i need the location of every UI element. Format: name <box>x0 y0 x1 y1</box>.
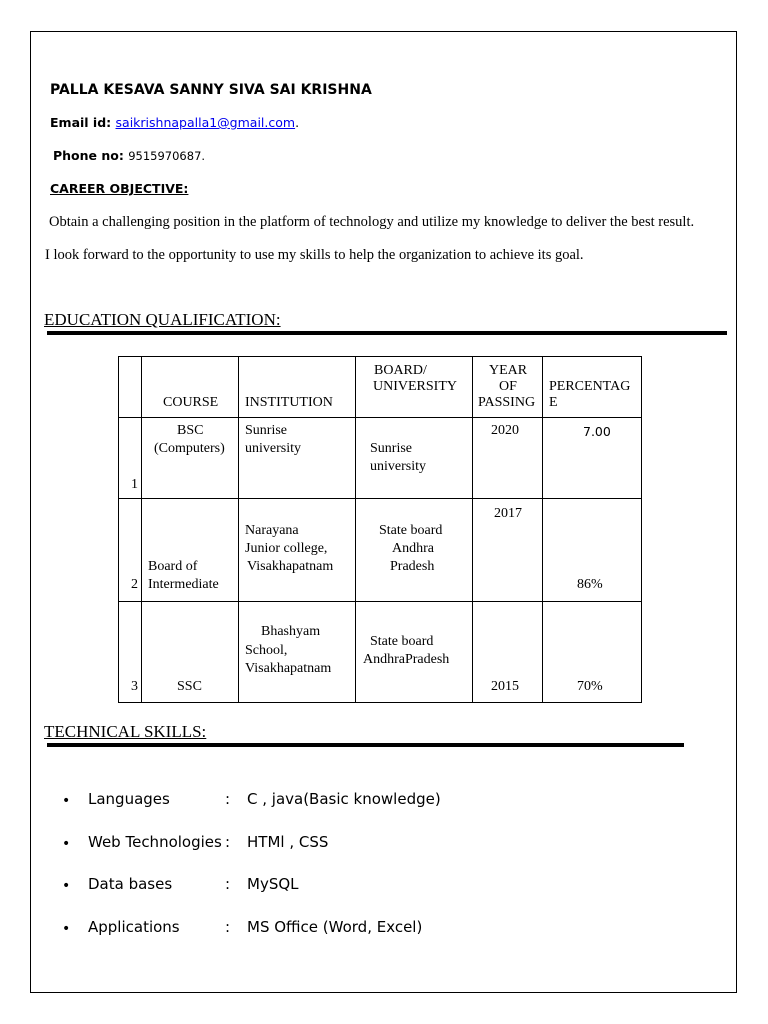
row-2-board-line-3: Pradesh <box>390 559 435 574</box>
row-2-percentage-cell <box>543 499 642 602</box>
bullet-icon: • <box>62 793 71 809</box>
row-3-institution-cell <box>239 602 356 703</box>
header-year-cell <box>473 357 543 418</box>
skill-colon: : <box>225 832 231 851</box>
skill-label: Data bases <box>88 875 173 893</box>
row-1-percentage-cell <box>543 418 642 499</box>
row-3-sno: 3 <box>131 679 138 694</box>
row-1-board-line-1: Sunrise <box>370 441 412 456</box>
row-1-percentage: 7.00 <box>583 424 611 439</box>
table-header-row <box>119 357 642 418</box>
row-2-board-cell <box>356 499 473 602</box>
skill-value: MySQL <box>247 875 299 893</box>
skill-colon: : <box>225 790 231 808</box>
row-3-institution-line-2: School, <box>245 643 288 658</box>
email-link[interactable]: saikrishnapalla1@gmail.com <box>115 115 296 130</box>
header-course-cell <box>142 357 239 418</box>
bullet-icon: • <box>62 920 71 937</box>
header-sno-cell <box>119 357 142 418</box>
skill-label: Languages <box>88 790 170 808</box>
education-table <box>118 356 642 703</box>
row-2-institution-line-2: Junior college, <box>245 541 328 556</box>
row-3-board-line-2: AndhraPradesh <box>363 652 450 667</box>
row-2-board-line-2: Andhra <box>392 541 434 556</box>
row-1-institution-line-2: university <box>245 441 301 456</box>
header-year-line-1: YEAR <box>489 363 528 378</box>
row-3-percentage-cell <box>543 602 642 703</box>
row-2-sno-cell <box>119 499 142 602</box>
phone-row <box>53 148 205 163</box>
row-2-course-line-2: Intermediate <box>148 577 219 592</box>
header-board-cell <box>356 357 473 418</box>
skill-value: C , java(Basic knowledge) <box>247 790 441 808</box>
row-2-year-cell <box>473 499 543 602</box>
row-2-institution-cell <box>239 499 356 602</box>
row-1-course-line-2: (Computers) <box>154 441 225 456</box>
header-board-line-2: UNIVERSITY <box>373 379 457 394</box>
skill-colon: : <box>225 875 231 893</box>
row-1-sno-cell <box>119 418 142 499</box>
candidate-name: PALLA KESAVA SANNY SIVA SAI KRISHNA <box>50 82 372 98</box>
career-objective-line-2: I look forward to the opportunity to use my skills to help the organization to achieve its goal. <box>45 247 584 263</box>
skill-value: MS Office (Word, Excel) <box>247 917 423 936</box>
row-2-course-line-1: Board of <box>148 559 198 574</box>
phone-value: 9515970687. <box>128 149 206 163</box>
skill-value: HTMl , CSS <box>247 832 329 851</box>
email-row <box>50 115 299 130</box>
header-board-line-1: BOARD/ <box>374 363 427 378</box>
row-2-course-cell <box>142 499 239 602</box>
row-1-board-cell <box>356 418 473 499</box>
header-year-line-3: PASSING <box>478 395 536 410</box>
row-3-sno-cell <box>119 602 142 703</box>
row-1-sno: 1 <box>131 477 138 492</box>
technical-skills-divider <box>47 743 684 747</box>
row-1-institution-cell <box>239 418 356 499</box>
row-3-institution-line-1: Bhashyam <box>261 624 321 639</box>
row-2-board-line-1: State board <box>379 523 443 538</box>
email-suffix: . <box>295 115 300 130</box>
row-3-year: 2015 <box>491 679 519 694</box>
row-3-year-cell <box>473 602 543 703</box>
row-1-institution-line-1: Sunrise <box>245 423 287 438</box>
header-percentage-cell <box>543 357 642 418</box>
row-1-year: 2020 <box>491 423 519 438</box>
row-1-course-cell <box>142 418 239 499</box>
career-objective-heading: CAREER OBJECTIVE: <box>50 181 189 196</box>
row-2-institution-line-3: Visakhapatnam <box>247 559 334 574</box>
header-institution-cell <box>239 357 356 418</box>
phone-label: Phone no: <box>53 148 129 163</box>
row-2-year: 2017 <box>494 506 522 521</box>
career-objective-line-1: Obtain a challenging position in the platform of technology and utilize my knowledge to deliver the best result. <box>49 214 695 230</box>
row-3-course-cell <box>142 602 239 703</box>
skill-colon: : <box>225 917 231 936</box>
header-year-line-2: OF <box>499 379 517 394</box>
table-row <box>119 602 642 703</box>
row-3-board-cell <box>356 602 473 703</box>
row-2-percentage: 86% <box>577 577 603 592</box>
header-institution: INSTITUTION <box>245 395 333 410</box>
header-percentage-line-1: PERCENTAG <box>549 379 631 394</box>
row-3-institution-line-3: Visakhapatnam <box>245 661 332 676</box>
email-label: Email id: <box>50 115 116 130</box>
row-3-percentage: 70% <box>577 679 603 694</box>
skill-label: Applications <box>88 917 180 936</box>
education-divider <box>47 331 727 335</box>
row-2-institution-line-1: Narayana <box>245 523 299 538</box>
row-1-year-cell <box>473 418 543 499</box>
row-3-board-line-1: State board <box>370 634 434 649</box>
bullet-icon: • <box>62 835 71 852</box>
row-2-sno: 2 <box>131 577 138 592</box>
header-percentage-line-2: E <box>549 395 558 410</box>
row-1-board-line-2: university <box>370 459 426 474</box>
bullet-icon: • <box>62 878 71 894</box>
technical-skills-heading: TECHNICAL SKILLS: <box>44 722 207 741</box>
table-row <box>119 499 642 602</box>
table-row <box>119 418 642 499</box>
skill-label: Web Technologies <box>88 832 222 851</box>
row-1-course-line-1: BSC <box>177 423 204 438</box>
education-heading: EDUCATION QUALIFICATION: <box>44 310 281 329</box>
row-3-course: SSC <box>177 679 202 694</box>
header-course: COURSE <box>163 395 219 410</box>
